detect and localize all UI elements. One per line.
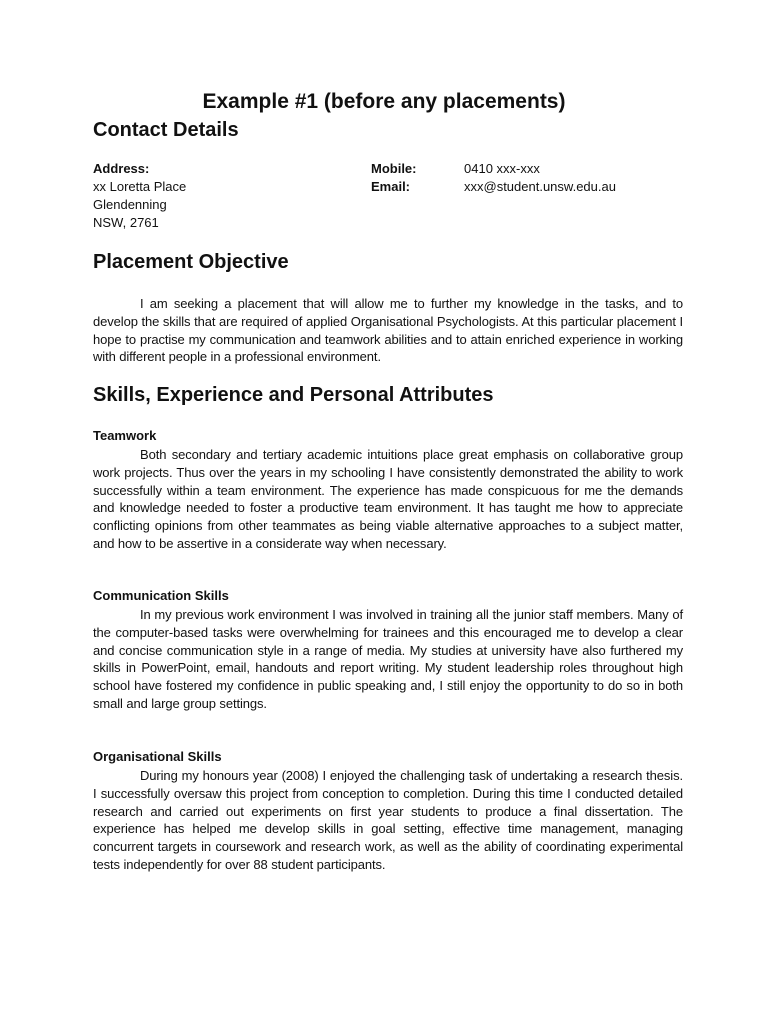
skills-heading: Skills, Experience and Personal Attributes (93, 384, 494, 406)
contact-block (93, 160, 673, 240)
organisational-skills-text: During my honours year (2008) I enjoyed the challenging task of undertaking a research thesis. I successfully oversaw this project from conception to completion. During this time I conducted detailed research and carried out experiments on first year students to produce a final dissertation. The experience has helped me develop skills in goal setting, effective time management, managing concurrent targets in coursework and research work, as well as the ability of coordinating experimental tests independently for over 88 student participants. (93, 768, 683, 872)
mobile-value: 0410 xxx-xxx (464, 161, 540, 176)
teamwork-heading: Teamwork (93, 428, 157, 443)
contact-details-heading: Contact Details (93, 119, 239, 141)
email-label: Email: (371, 179, 411, 194)
contact-values-column (464, 160, 616, 196)
email-value: xxx@student.unsw.edu.au (464, 179, 616, 194)
contact-labels-column (371, 160, 417, 196)
placement-objective-text: I am seeking a placement that will allow me to further my knowledge in the tasks, and to develop the skills that are required of applied Organisational Psychologists. At this particular placement I hope to practise my communication and teamwork abilities and to attain enriched experience in working with different people in a professional environment. (93, 296, 683, 365)
mobile-label: Mobile: (371, 161, 417, 176)
teamwork-text: Both secondary and tertiary academic intuitions place great emphasis on collaborative group work projects. Thus over the years in my schooling I have consistently demonstrated the ability to work successfully within a team environment. The experience has made conspicuous for me the demands and knowledge needed to foster a productive team environment. It has taught me how to appreciate conflicting opinions from other teammates as being viable alternative approaches to a subject matter, and how to be assertive in a considerate way when necessary. (93, 447, 683, 551)
document-title: Example #1 (before any placements) (202, 90, 566, 113)
address-label: Address: (93, 161, 150, 176)
organisational-skills-heading: Organisational Skills (93, 749, 222, 764)
communication-skills-heading: Communication Skills (93, 588, 229, 603)
communication-skills-text: In my previous work environment I was involved in training all the junior staff members. Many of the computer-based tasks were overwhelming for trainees and this encouraged me to develop a clear and concise communication style in a range of media. My studies at university have also furthered my skills in PowerPoint, email, handouts and report writing. My student leadership roles throughout high school have fostered my confidence in public speaking and, I still enjoy the opportunity to do so in both small and large group settings. (93, 607, 683, 711)
address-column (93, 160, 186, 232)
address-line-1: xx Loretta Place (93, 179, 187, 194)
address-line-2: Glendenning (93, 197, 167, 212)
placement-objective-heading: Placement Objective (93, 251, 289, 273)
address-line-3: NSW, 2761 (93, 215, 159, 230)
